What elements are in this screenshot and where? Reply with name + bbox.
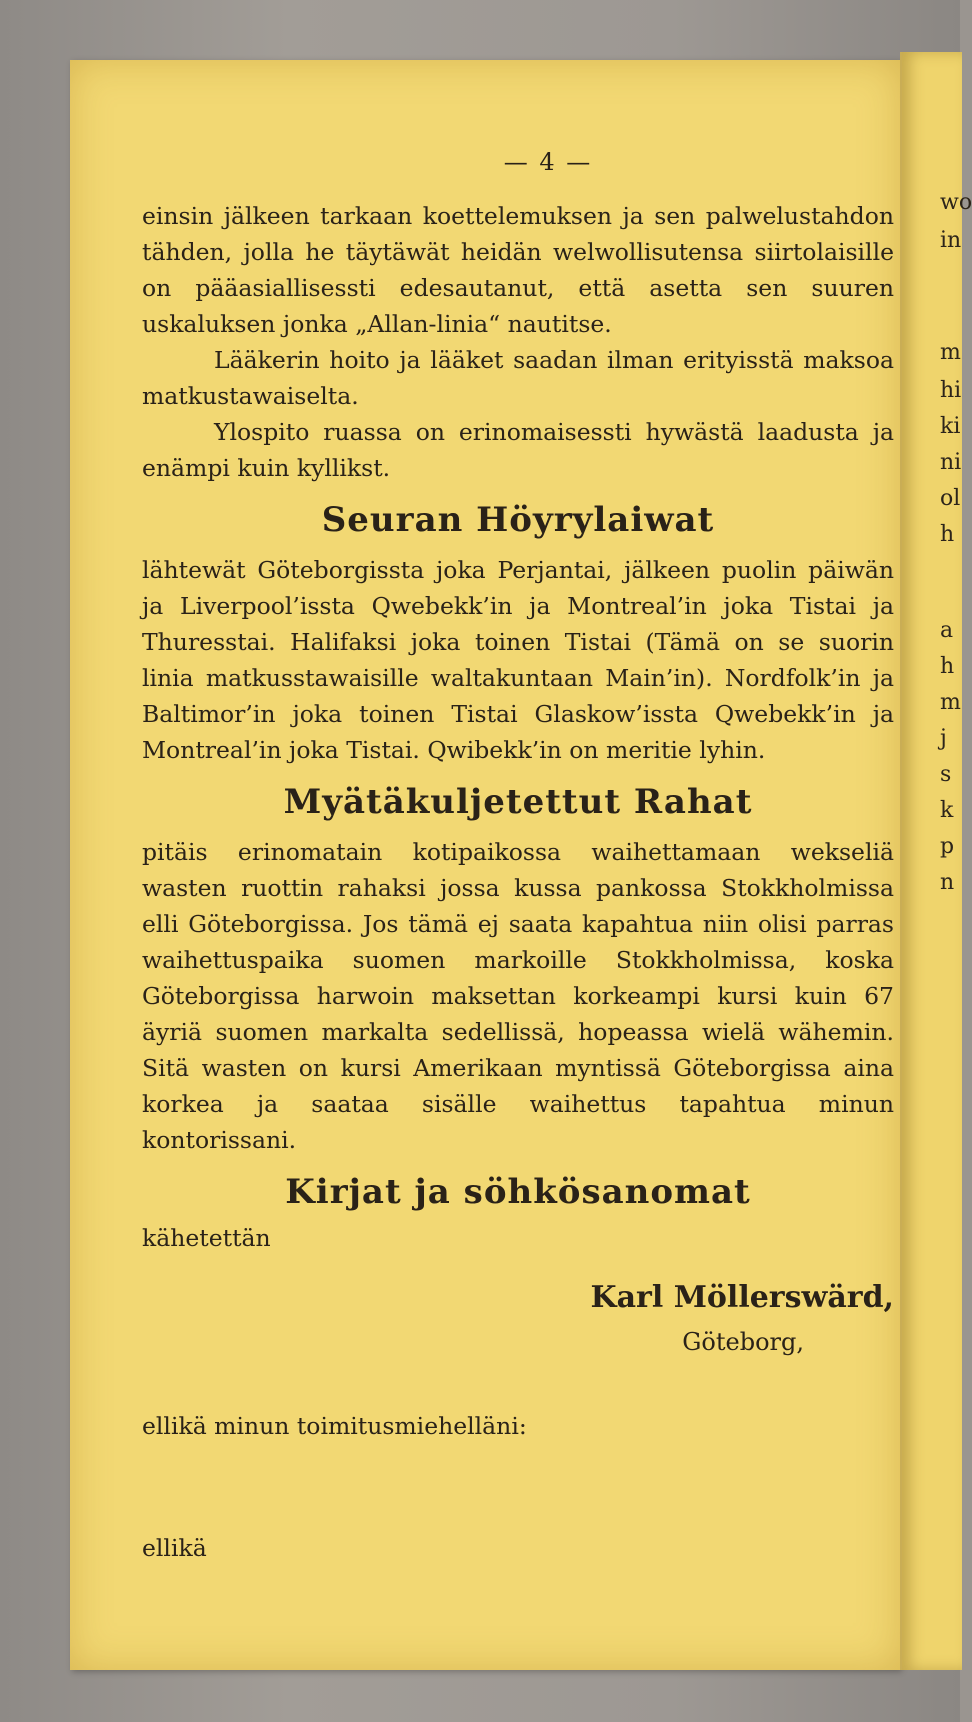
page-edge-fragment: in [940, 228, 962, 253]
page-edge-fragment: ki [940, 414, 961, 439]
page-edge-fragment: a [940, 618, 954, 643]
page-edge-fragment: j [940, 726, 947, 751]
page-edge-fragment: wo [940, 190, 972, 215]
page-content [142, 148, 894, 1562]
page-edge-fragment: ni [940, 450, 962, 475]
signature-block [142, 1224, 894, 1562]
or-label: ellikä [142, 1534, 207, 1562]
paragraph-doctor: Lääkerin hoito ja lääket saadan ilman erityisstä maksoa matkustawaiselta. [142, 346, 894, 410]
heading-money: Myätäkuljetettut Rahat [283, 782, 753, 822]
page-edge-fragment: n [940, 870, 955, 895]
page-edge-fragment: h [940, 522, 955, 547]
paragraph-sailings: lähtewät Göteborgissta joka Perjantai, jälkeen puolin päiwän ja Liverpool’issta Qwebekk’in ja Montreal’in joka Tistai ja Thuresstai. Halifaksi joka toinen Tistai (Tämä on se suorin linia matkusstawaisille waltakuntaan Main’in). Nordfolk’in ja Baltimor’in joka toinen Tistai Glaskow’issta Qwebekk’in ja Montreal’in joka Tistai. Qwibekk’in on meritie lyhin. [142, 556, 894, 764]
page-edge-fragment: hi [940, 378, 962, 403]
paragraph-intro: einsin jälkeen tarkaan koettelemuksen ja sen palwelustahdon tähden, jolla he täytäwät heidän welwollisutensa siirtolaisille on pääasiallisessti edesautanut, että asetta sen suuren uskaluksen jonka „Allan-linia“ nautitse. [142, 202, 894, 338]
send-label: kähetettän [142, 1224, 271, 1252]
page-edge-fragment: m [940, 340, 961, 365]
page-edge-fragment: ol [940, 486, 961, 511]
page-number: — 4 — [503, 148, 593, 176]
page-edge-fragment: p [940, 834, 955, 859]
adjacent-page-edge [900, 52, 972, 1670]
heading-letters: Kirjat ja söhkösanomat [285, 1172, 751, 1212]
agent-name: Karl Möllerswärd, [590, 1280, 894, 1315]
paragraph-food: Ylospito ruassa on erinomaisessti hywästä laadusta ja enämpi kuin kyllikst. [142, 418, 894, 482]
page-edge-fragment: h [940, 654, 955, 679]
or-agent-label: ellikä minun toimitusmiehelläni: [142, 1412, 527, 1440]
heading-steamships: Seuran Höyrylaiwat [321, 500, 715, 540]
paragraph-exchange: pitäis erinomatain kotipaikossa waihettamaan wekseliä wasten ruottin rahaksi jossa kussa pankossa Stokkholmissa elli Göteborgissa. Jos tämä ej saata kapahtua niin olisi parras waihettuspaika suomen markoille Stokkholmissa, koska Göteborgissa harwoin maksettan korkeampi kursi kuin 67 äyriä suomen markalta sedellissä, hopeassa wielä wähemin. Sitä wasten on kursi Amerikaan myntissä Göteborgissa aina korkea ja saataa sisälle waihettus tapahtua minun kontorissani. [142, 838, 894, 1154]
page-edge-fragment: m [940, 690, 961, 715]
agent-city: Göteborg, [682, 1328, 804, 1356]
page-edge-fragment: s [940, 762, 952, 787]
page-edge-fragment: k [940, 798, 954, 823]
